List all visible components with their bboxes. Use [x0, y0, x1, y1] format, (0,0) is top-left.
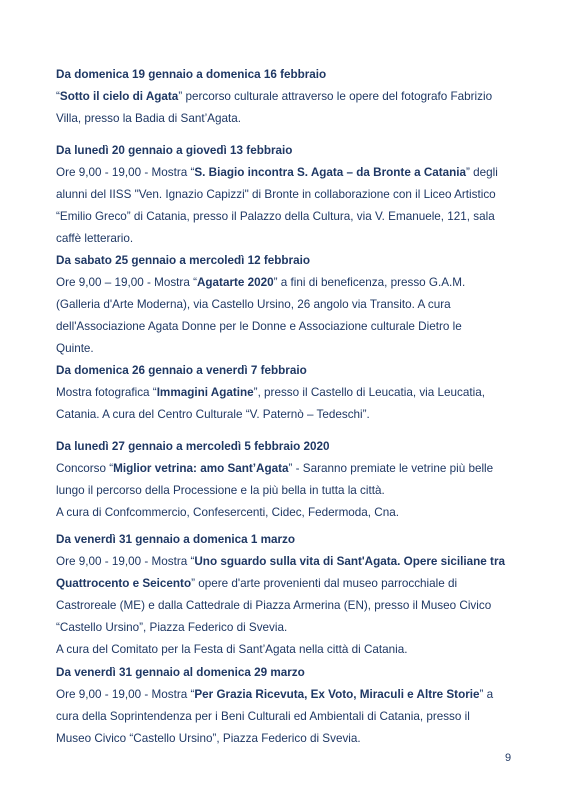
- event-description-line: Villa, presso la Badia di Sant’Agata.: [56, 112, 241, 125]
- event-title: Immagini Agatine: [156, 386, 254, 399]
- event-description-line: Mostra fotografica “Immagini Agatine”, presso il Castello di Leucatia, via Leucatia,: [56, 386, 485, 399]
- event-description-line: “Emilio Greco” di Catania, presso il Palazzo della Cultura, via V. Emanuele, 121, sala: [56, 210, 495, 223]
- event-entry: [56, 140, 512, 250]
- event-description-line: Museo Civico “Castello Ursino”, Piazza Federico di Svevia.: [56, 732, 361, 745]
- event-entry: [56, 360, 512, 426]
- event-entry: [56, 250, 512, 360]
- event-description-line: Catania. A cura del Centro Culturale “V. Paternò – Tedeschi”.: [56, 408, 370, 421]
- event-entry: [56, 529, 512, 661]
- event-entry: [56, 436, 512, 524]
- event-description-line: Quinte.: [56, 342, 94, 355]
- event-entry: [56, 64, 512, 130]
- event-description-line: caffè letterario.: [56, 232, 134, 245]
- event-description-line: A cura del Comitato per la Festa di Sant’Agata nella città di Catania.: [56, 643, 408, 656]
- event-description-line: dell'Associazione Agata Donne per le Donne e Associazione culturale Dietro le: [56, 320, 462, 333]
- event-date: Da venerdì 31 gennaio a domenica 1 marzo: [56, 533, 296, 546]
- event-title: Uno sguardo sulla vita di Sant'Agata. Opere siciliane tra: [194, 555, 505, 568]
- event-title: Miglior vetrina: amo Sant’Agata: [113, 462, 289, 475]
- event-description-line: cura della Soprintendenza per i Beni Culturali ed Ambientali di Catania, presso il: [56, 710, 470, 723]
- event-description-line: Ore 9,00 – 19,00 - Mostra “Agatarte 2020” a fini di beneficenza, presso G.A.M.: [56, 276, 466, 289]
- event-entry: [56, 662, 512, 750]
- event-description-line: “Sotto il cielo di Agata” percorso culturale attraverso le opere del fotografo Fabrizio: [56, 90, 493, 103]
- page-number: 9: [505, 752, 512, 764]
- event-date: Da lunedì 27 gennaio a mercoledì 5 febbraio 2020: [56, 440, 330, 453]
- event-description-line: alunni del IISS "Ven. Ignazio Capizzi" di Bronte in collaborazione con il Liceo Artistico: [56, 188, 496, 201]
- event-description-line: (Galleria d'Arte Moderna), via Castello Ursino, 26 angolo via Transito. A cura: [56, 298, 451, 311]
- event-date: Da domenica 26 gennaio a venerdì 7 febbraio: [56, 364, 307, 377]
- event-description-line: Quattrocento e Seicento” opere d'arte provenienti dal museo parrocchiale di: [56, 577, 458, 590]
- event-date: Da sabato 25 gennaio a mercoledì 12 febbraio: [56, 254, 310, 267]
- event-description-line: “Castello Ursino”, Piazza Federico di Svevia.: [56, 621, 288, 634]
- event-title: Quattrocento e Seicento: [56, 577, 192, 590]
- event-date: Da domenica 19 gennaio a domenica 16 febbraio: [56, 68, 327, 81]
- event-description-line: Ore 9,00 - 19,00 - Mostra “S. Biagio incontra S. Agata – da Bronte a Catania” degli: [56, 166, 498, 179]
- event-description-line: Ore 9,00 - 19,00 - Mostra “Uno sguardo sulla vita di Sant'Agata. Opere siciliane tra: [56, 555, 505, 568]
- event-description-line: lungo il percorso della Processione e la più bella in tutta la città.: [56, 484, 385, 497]
- event-description-line: Castroreale (ME) e dalla Cattedrale di Piazza Armerina (EN), presso il Museo Civico: [56, 599, 492, 612]
- event-title: Agatarte 2020: [196, 276, 274, 289]
- event-description-line: Ore 9,00 - 19,00 - Mostra “Per Grazia Ricevuta, Ex Voto, Miraculi e Altre Storie” a: [56, 688, 494, 701]
- event-title: S. Biagio incontra S. Agata – da Bronte a Catania: [194, 166, 467, 179]
- event-description-line: Concorso “Miglior vetrina: amo Sant’Agata” - Saranno premiate le vetrine più belle: [56, 462, 494, 475]
- event-description-line: A cura di Confcommercio, Confesercenti, Cidec, Federmoda, Cna.: [56, 506, 399, 519]
- event-date: Da lunedì 20 gennaio a giovedì 13 febbraio: [56, 144, 293, 157]
- event-date: Da venerdì 31 gennaio al domenica 29 marzo: [56, 666, 305, 679]
- event-title: Sotto il cielo di Agata: [59, 90, 179, 103]
- event-title: Per Grazia Ricevuta, Ex Voto, Miraculi e Altre Storie: [194, 688, 480, 701]
